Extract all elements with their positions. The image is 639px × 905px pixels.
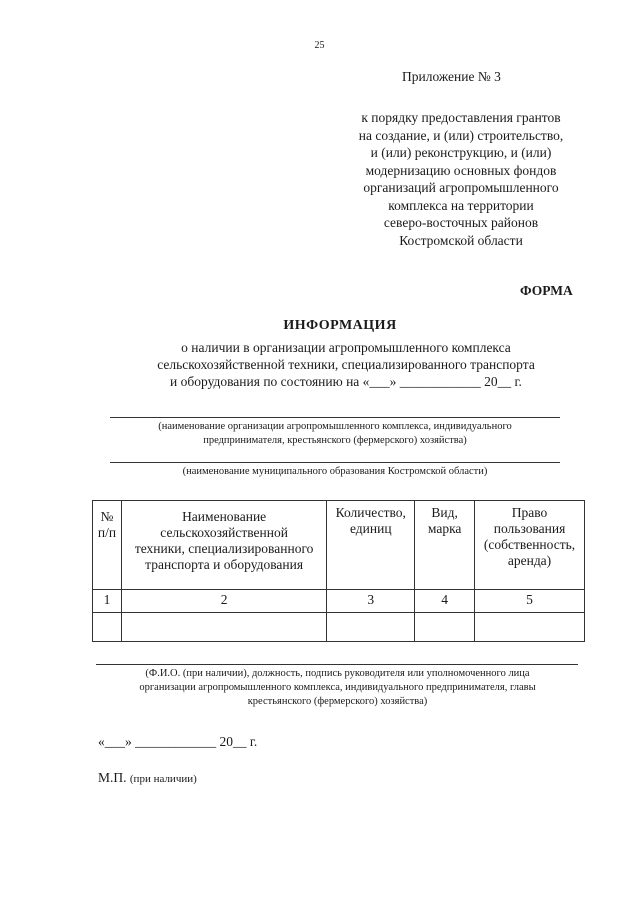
appendix-line: северо-восточных районов (383, 215, 539, 230)
equipment-table (92, 500, 585, 642)
heading-line: о наличии в организации агропромышленного комплекса (181, 340, 511, 355)
header-number: № п/п (93, 501, 122, 590)
appendix-line: организаций агропромышленного (363, 180, 559, 195)
table-empty-row (93, 613, 585, 642)
appendix-line: к порядку предоставления грантов (361, 110, 561, 125)
organization-caption (100, 420, 570, 448)
table-header-row (93, 501, 585, 590)
heading-line: сельскохозяйственной техники, специализированного транспорта (157, 357, 535, 372)
caption-line: крестьянского (фермерского) хозяйства) (247, 696, 428, 707)
table-cell[interactable] (475, 613, 585, 642)
organization-name-line (110, 417, 560, 418)
header-equipment-name: Наименование сельскохозяйственной техники, специализированного транспорта и оборудования (121, 501, 326, 590)
header-usage-right: Право пользования (собственность, аренда) (475, 501, 585, 590)
header-quantity: Количество, единиц (327, 501, 415, 590)
table-cell[interactable] (415, 613, 475, 642)
appendix-line: комплекса на территории (388, 197, 534, 213)
appendix-text (330, 109, 592, 249)
page-number: 25 (314, 40, 325, 51)
appendix-line: и (или) реконструкцию, и (или) (370, 145, 552, 160)
appendix-line: на создание, и (или) строительство, (358, 127, 564, 143)
caption-line: (Ф.И.О. (при наличии), должность, подпись руководителя или уполномоченного лица (145, 668, 530, 679)
table-cell: 4 (415, 590, 475, 613)
caption-line: предпринимателя, крестьянского (фермерского) хозяйства) (203, 435, 467, 446)
form-label: ФОРМА (520, 283, 573, 298)
table-cell: 5 (475, 590, 585, 613)
heading-subtitle (100, 339, 592, 390)
appendix-title: Приложение № 3 (402, 69, 501, 84)
municipality-caption: (наименование муниципального образования Костромской области) (182, 466, 488, 477)
stamp-placeholder (98, 770, 197, 786)
caption-line: (наименование организации агропромышленного комплекса, индивидуального (158, 421, 512, 432)
signatory-caption (90, 667, 585, 709)
table-cell: 2 (121, 590, 326, 613)
heading-line: и оборудования по состоянию на «___» ____________ 20__ г. (170, 374, 522, 389)
signatory-line (96, 664, 578, 665)
signature-date: «___» ____________ 20__ г. (98, 734, 258, 749)
stamp-note: (при наличии) (129, 773, 197, 785)
table-cell: 3 (327, 590, 415, 613)
appendix-line: Костромской области (399, 232, 523, 248)
table-number-row (93, 590, 585, 613)
header-type-brand: Вид, марка (415, 501, 475, 590)
table-cell[interactable] (121, 613, 326, 642)
document-heading: ИНФОРМАЦИЯ (283, 318, 397, 333)
stamp-label: М.П. (98, 770, 127, 785)
table-cell[interactable] (93, 613, 122, 642)
table-cell[interactable] (327, 613, 415, 642)
appendix-line: модернизацию основных фондов (365, 162, 557, 178)
table-cell: 1 (93, 590, 122, 613)
municipality-name-line (110, 462, 560, 463)
caption-line: организации агропромышленного комплекса, индивидуального предпринимателя, главы (139, 682, 536, 693)
